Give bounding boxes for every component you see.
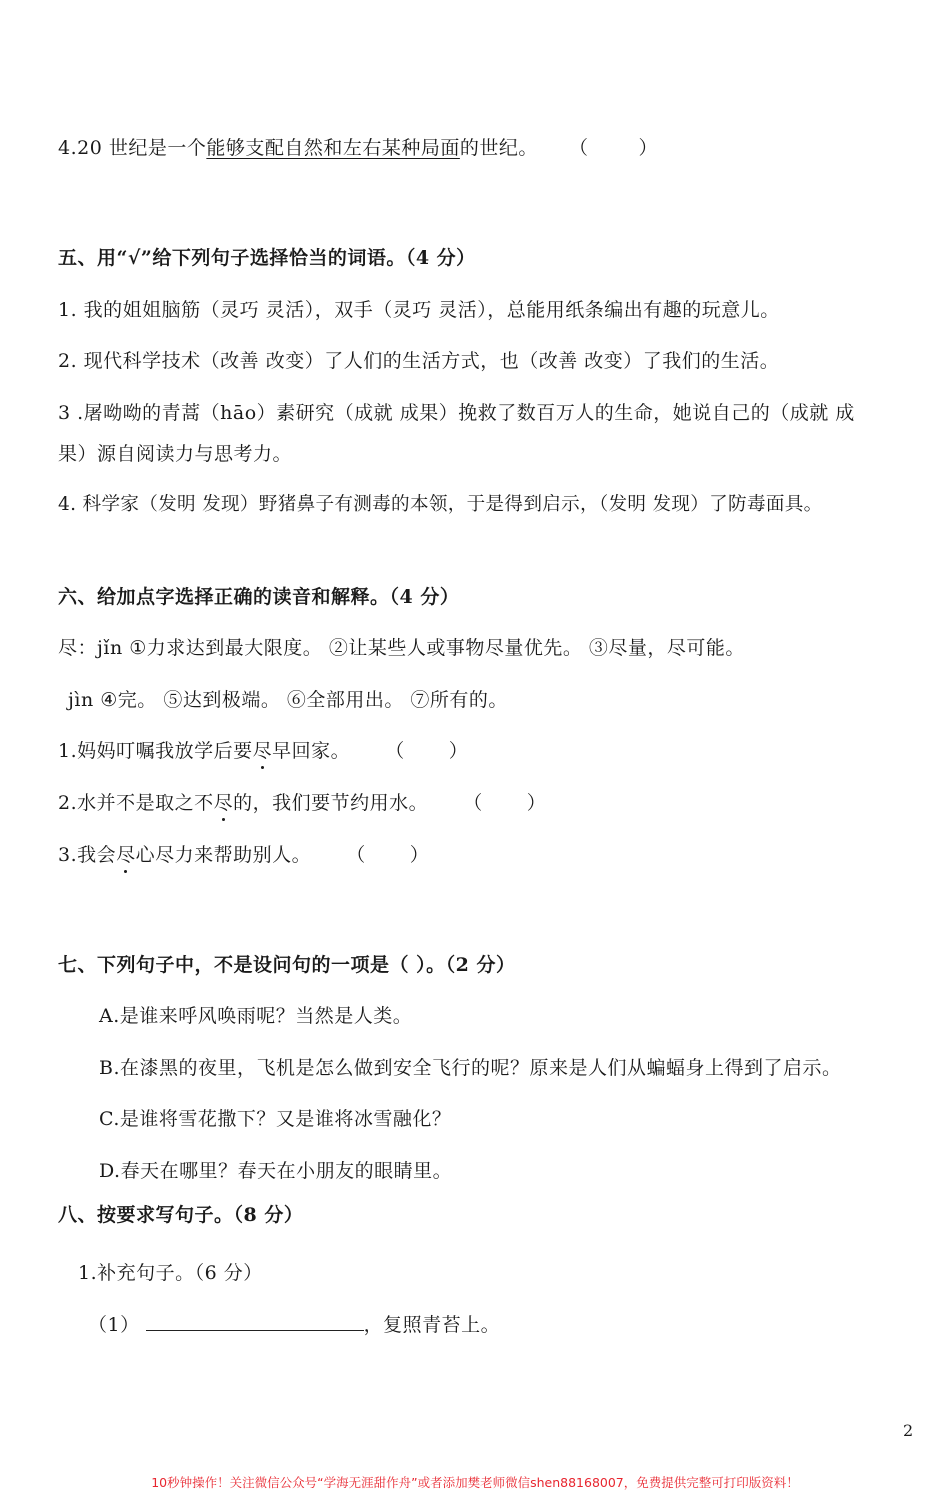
section6-def-jin3: 尽：jǐn ①力求达到最大限度。 ②让某些人或事物尽量优先。 ③尽量，尽可能。 <box>58 637 745 659</box>
section5-title: 五、用“√”给下列句子选择恰当的词语。（4 分） <box>58 247 476 269</box>
section7-option-b: B.在漆黑的夜里，飞机是怎么做到安全飞行的呢？原来是人们从蝙蝠身上得到了启示。 <box>99 1057 842 1079</box>
section7-title: 七、下列句子中，不是设问句的一项是（ ）。（2 分） <box>58 954 516 976</box>
footer-notice: 10秒钟操作！关注微信公众号“学海无涯甜作舟”或者添加樊老师微信shen88168007，免费提供完整可打印版资料！ <box>151 1475 799 1490</box>
section8-item-1 <box>88 1310 500 1337</box>
dotted-char: 尽 <box>214 788 234 815</box>
section7-option-c: C.是谁将雪花撒下？又是谁将冰雪融化？ <box>99 1108 452 1130</box>
q4-line <box>58 133 658 160</box>
section6-question-1: 1.妈妈叮嘱我放学后要尽早回家。 （ ） <box>58 736 468 763</box>
dotted-char: 尽 <box>116 840 136 867</box>
answer-paren-right: ） <box>526 792 547 814</box>
answer-paren-left: （ <box>385 740 405 762</box>
q4-answer-paren-left: （ <box>568 137 589 159</box>
section6-title: 六、给加点字选择正确的读音和解释。（4 分） <box>58 586 460 608</box>
section8-title: 八、按要求写句子。（8 分） <box>58 1204 304 1226</box>
section5-item-2: 2. 现代科学技术（改善 改变）了人们的生活方式，也（改善 改变）了我们的生活。 <box>58 350 780 372</box>
section5-item-1: 1. 我的姐姐脑筋（灵巧 灵活），双手（灵巧 灵活），总能用纸条编出有趣的玩意儿。 <box>58 299 780 321</box>
section6-def-jin4: jìn ④完。 ⑤达到极端。 ⑥全部用出。 ⑦所有的。 <box>68 689 508 711</box>
item-label: （1） <box>88 1314 140 1336</box>
section5-item-4: 4. 科学家（发明 发现）野猪鼻子有测毒的本领，于是得到启示，（发明 发现）了防毒面具。 <box>58 494 823 515</box>
answer-paren-right: ） <box>409 844 430 866</box>
answer-paren-left: （ <box>463 792 483 814</box>
section5-item-3: 3 .屠呦呦的青蒿（hāo）素研究（成就 成果）挽救了数百万人的生命，她说自己的（成就 成 <box>58 402 855 424</box>
q4-prefix: 4.20 世纪是一个 <box>58 137 207 159</box>
section6-question-3: 3.我会尽心尽力来帮助别人。 （ ） <box>58 840 429 867</box>
section8-sub1: 1.补充句子。（6 分） <box>78 1262 263 1284</box>
q4-answer-paren-right: ） <box>638 137 659 159</box>
section7-option-d: D.春天在哪里？春天在小朋友的眼睛里。 <box>99 1160 453 1182</box>
q4-suffix: 的世纪。 <box>459 137 538 159</box>
section5-item-3-cont: 果）源自阅读力与思考力。 <box>58 443 293 465</box>
item-suffix: ，复照青苔上。 <box>363 1314 501 1336</box>
q4-underlined-phrase: 能够支配自然和左右某种局面 <box>206 137 460 159</box>
section6-question-2: 2.水并不是取之不尽的，我们要节约用水。 （ ） <box>58 788 546 815</box>
answer-paren-right: ） <box>448 740 469 762</box>
answer-paren-left: （ <box>346 844 366 866</box>
fill-in-blank[interactable] <box>146 1312 364 1331</box>
dotted-char: 尽 <box>253 736 273 763</box>
page-number: 2 <box>903 1421 914 1440</box>
section7-option-a: A.是谁来呼风唤雨呢？当然是人类。 <box>99 1005 413 1027</box>
